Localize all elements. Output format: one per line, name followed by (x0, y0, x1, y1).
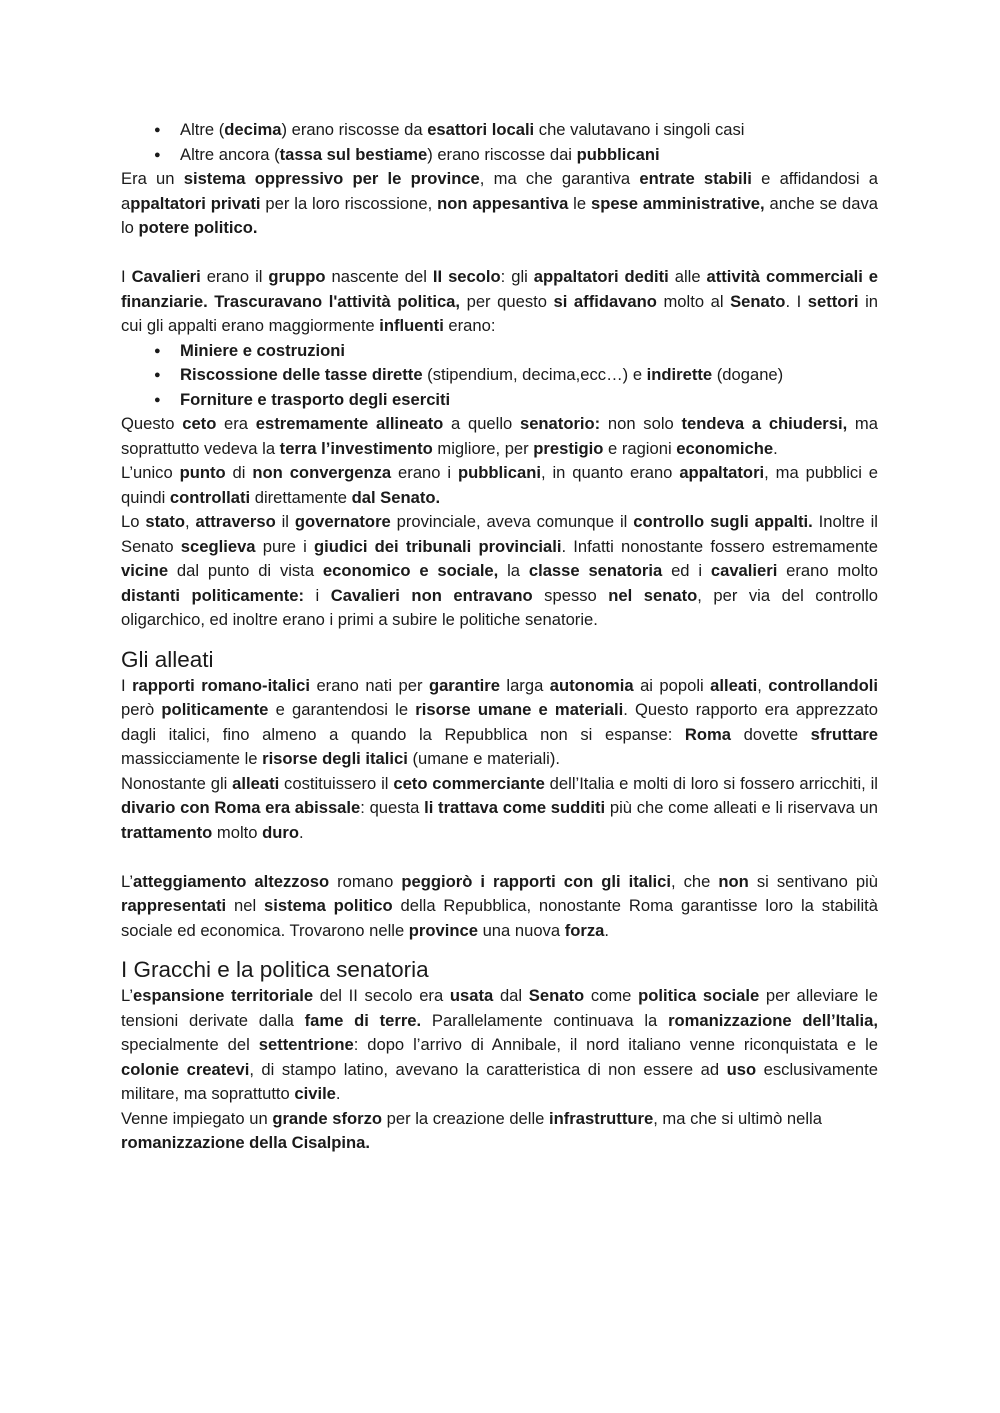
text-run: però (121, 700, 162, 719)
bold-text: Cavalieri non entravano (330, 585, 533, 605)
bold-text: senatorio: (519, 414, 601, 433)
paragraph-3 (121, 412, 878, 461)
bold-text: non (718, 871, 749, 891)
text-run: alle (668, 267, 707, 286)
text-run: si sentivano più (748, 871, 879, 891)
bold-text: prestigio (533, 438, 604, 458)
bold-text: potere politico. (138, 218, 258, 237)
list-item (180, 363, 878, 388)
paragraph-7 (121, 772, 878, 846)
bold-text: cavalieri (710, 561, 778, 580)
text-run: era (216, 414, 256, 433)
text-run: Venne impiegato un (121, 1108, 273, 1128)
bold-text: settentrione (258, 1035, 354, 1054)
paragraph-2 (121, 265, 878, 339)
bold-text: influenti (379, 316, 444, 335)
bold-text: sistema politico (264, 896, 393, 915)
bullet-list-1 (121, 118, 878, 167)
bold-text: attività commerciali e finanziarie. Trascuravano l'attività politica, (121, 267, 878, 311)
text-run: come (584, 986, 639, 1005)
bold-text: governatore (294, 512, 391, 531)
bold-text: rappresentati (121, 896, 227, 915)
text-run: specialmente del (121, 1035, 259, 1054)
text-run: i (304, 585, 331, 605)
list-item (180, 118, 878, 143)
bold-text: Cavalieri (131, 267, 201, 286)
bold-text: alleati (710, 675, 758, 695)
text-run: erano: (443, 316, 496, 335)
text-run: la (498, 561, 529, 580)
bold-text: ppaltatori privati (130, 193, 261, 213)
section-heading-2: I Gracchi e la politica senatoria (121, 957, 429, 982)
bold-text: autonomia (549, 675, 634, 695)
bold-text: forza (564, 920, 605, 940)
text-run: provinciale, aveva comunque il (390, 512, 634, 531)
list-item (180, 388, 878, 413)
bold-text: ceto (182, 414, 217, 433)
bold-text: appaltatori dediti (533, 267, 669, 286)
bold-text: risorse degli italici (262, 749, 408, 768)
text-run: Parallelamente continuava la (421, 1010, 669, 1030)
text-run: I (121, 267, 132, 286)
text-run: , (757, 675, 769, 695)
paragraph-9 (121, 984, 878, 1107)
text-run: direttamente (250, 487, 352, 507)
bold-text: infrastrutture (549, 1108, 654, 1128)
text-run: larga (499, 675, 550, 695)
text-run: . (604, 920, 609, 940)
text-run: romano (329, 871, 402, 891)
bold-text: controllati (169, 487, 251, 507)
text-run: dal punto di vista (168, 561, 323, 580)
document-body (121, 118, 878, 1156)
text-run: . (298, 822, 304, 842)
text-run: . I (785, 291, 808, 311)
bold-text: politicamente (161, 700, 269, 719)
bold-text: controllo sugli appalti. (633, 512, 813, 531)
text-run: (dogane) (712, 365, 784, 384)
text-run: molto al (656, 291, 731, 311)
text-run: non solo (600, 414, 682, 433)
bold-text: Miniere e costruzioni (180, 340, 346, 360)
text-run: Era un (121, 169, 184, 188)
text-run: , per via del controllo oligarchico, ed inoltre erano i primi a subire le politiche senatorie. (121, 585, 878, 629)
text-run: Altre ( (180, 120, 225, 139)
bold-text: stato (145, 512, 185, 531)
text-run: nel (226, 896, 264, 915)
bold-text: settori (807, 291, 859, 311)
bold-text: pubblicani (576, 144, 660, 164)
bold-text: II secolo (432, 267, 501, 286)
text-run: le (568, 193, 591, 213)
bold-text: Riscossione delle tasse dirette (180, 365, 423, 384)
text-run: pure i (255, 536, 314, 556)
text-run: nascente del (325, 267, 433, 286)
list-item (180, 143, 878, 168)
bold-text: punto (179, 463, 226, 482)
bold-text: pubblicani (458, 463, 541, 482)
text-run: che valutavano i singoli casi (534, 120, 745, 139)
bold-text: duro (262, 822, 299, 842)
bold-text: non appesantiva (437, 193, 569, 213)
section-heading-1: Gli alleati (121, 646, 214, 672)
text-run: . Infatti nonostante fossero estremamente (561, 536, 879, 556)
text-run: erano nati per (310, 675, 429, 695)
text-run: L’unico (121, 463, 180, 482)
bold-text: economiche (676, 438, 774, 458)
paragraph-8 (121, 870, 878, 944)
bold-text: usata (449, 986, 494, 1005)
text-run: : gli (500, 267, 534, 286)
bold-text: risorse umane e materiali (415, 700, 624, 719)
bold-text: attraverso (195, 512, 276, 531)
bullet-list-2 (121, 339, 878, 413)
bold-text: Senato (730, 291, 786, 311)
bold-text: giudici dei tribunali provinciali (314, 536, 562, 556)
bold-text: politica sociale (638, 986, 760, 1005)
text-run: massicciamente le (121, 749, 263, 768)
text-run: I (121, 675, 133, 695)
text-run: molto (212, 822, 263, 842)
bold-text: civile (294, 1084, 336, 1103)
text-run: dell’Italia e molti di loro si fossero arricchiti, il (544, 773, 878, 793)
text-run: una nuova (477, 920, 565, 940)
text-run: , ma che si ultimò nella (653, 1108, 822, 1128)
text-run: ) erano riscosse dai (427, 144, 577, 164)
text-run: , ma che garantiva (479, 169, 640, 188)
text-run: Questo (121, 414, 183, 433)
bold-text: classe senatoria (528, 561, 663, 580)
paragraph-10 (121, 1107, 878, 1156)
text-run: Nonostante gli (121, 773, 233, 793)
text-run: erano i (391, 463, 458, 482)
bold-text: si affidavano (553, 291, 657, 311)
bold-text: rapporti romano-italici (132, 675, 310, 695)
bold-text: sistema oppressivo per le province (183, 169, 480, 188)
text-run: : dopo l’arrivo di Annibale, il nord italiano venne riconquistata e le (353, 1035, 878, 1054)
text-run: . (335, 1084, 341, 1103)
bold-text: economico e sociale, (322, 561, 499, 580)
bold-text: sfruttare (810, 724, 878, 744)
list-item (180, 339, 878, 364)
text-run: , che (671, 871, 719, 891)
bold-text: dal Senato. (351, 487, 441, 507)
text-run: esclusivamente militare, ma soprattutto (121, 1059, 879, 1103)
bold-text: tassa sul bestiame (279, 144, 428, 164)
text-run: per alleviare le tensioni derivate dalla (121, 986, 878, 1030)
text-run: più che come alleati e li riservava un (605, 798, 879, 817)
bold-text: appaltatori (679, 463, 765, 482)
bold-text: non convergenza (252, 463, 392, 482)
bold-text: Senato (528, 986, 585, 1005)
text-run: , ma pubblici e quindi (121, 463, 879, 507)
paragraph-gap (121, 241, 878, 266)
text-run: erano il (200, 267, 269, 286)
text-run: costituissero il (279, 773, 394, 793)
bold-text: alleati (232, 773, 280, 793)
text-run: (umane e materiali). (407, 749, 560, 768)
bold-text: nel senato (608, 585, 698, 605)
paragraph-gap (121, 845, 878, 870)
text-run: L’ (121, 871, 133, 891)
text-run: per questo (460, 291, 554, 311)
text-run: ai popoli (633, 675, 711, 695)
bold-text: decima (224, 120, 282, 139)
text-run: in cui gli appalti erano maggiormente (121, 291, 878, 335)
bold-text: fame di terre. (304, 1010, 422, 1030)
bold-text: terra l’investimento (279, 438, 433, 458)
bold-text: estremamente allineato (255, 414, 444, 433)
text-run: il (275, 512, 295, 531)
text-run: dovette (731, 724, 811, 744)
text-run: anche se dava lo (121, 193, 878, 237)
text-run: , (185, 512, 196, 531)
bold-text: divario con Roma era abissale (121, 798, 361, 817)
bold-text: uso (726, 1059, 757, 1079)
bold-text: ceto commerciante (393, 773, 545, 793)
bold-text: esattori locali (427, 120, 535, 139)
bold-text: vicine (121, 561, 169, 580)
text-run: , in quanto erano (540, 463, 680, 482)
bold-text: indirette (646, 365, 713, 384)
text-run: L’ (121, 986, 133, 1005)
text-run: ed i (662, 561, 711, 580)
text-run: spesso (532, 585, 609, 605)
paragraph-1 (121, 167, 878, 241)
text-run: e garantendosi le (268, 700, 416, 719)
text-run: del II secolo era (313, 986, 450, 1005)
text-run: ) erano riscosse da (281, 120, 428, 139)
text-run: della Repubblica, nonostante Roma garantisse loro la stabilità sociale ed economica. Trovarono nelle (121, 896, 878, 940)
text-run: di (225, 463, 253, 482)
bold-text: Forniture e trasporto degli eserciti (180, 389, 451, 409)
bold-text: controllandoli (768, 675, 878, 695)
text-run: a quello (443, 414, 520, 433)
text-run: Inoltre il Senato (121, 512, 878, 556)
bold-text: espansione territoriale (133, 986, 314, 1005)
bold-text: Roma (684, 724, 732, 744)
bold-text: sceglieva (180, 536, 256, 556)
text-run: migliore, per (432, 438, 534, 458)
text-run: per la creazione delle (382, 1108, 549, 1128)
text-run: ma soprattutto vedeva la (121, 414, 878, 458)
text-run: (stipendium, decima,ecc…) e (422, 365, 647, 384)
bold-text: trattamento (121, 822, 213, 842)
text-run: , di stampo latino, avevano la caratteristica di non essere ad (249, 1059, 727, 1079)
bold-text: spese amministrative, (590, 193, 765, 213)
text-run: e ragioni (603, 438, 677, 458)
text-run: dal (493, 986, 529, 1005)
paragraph-6 (121, 674, 878, 772)
bold-text: entrate stabili (639, 169, 752, 188)
bold-text: garantire (428, 675, 500, 695)
bold-text: distanti politicamente: (121, 585, 305, 605)
bold-text: tendeva a chiudersi, (681, 414, 848, 433)
text-run: per la loro riscossione, (260, 193, 438, 213)
bold-text: romanizzazione dell’Italia, (668, 1010, 879, 1030)
text-run: : questa (360, 798, 425, 817)
bold-text: gruppo (268, 267, 326, 286)
bold-text: atteggiamento altezzoso (133, 871, 330, 891)
bold-text: romanizzazione della Cisalpina. (121, 1133, 370, 1152)
text-run: Lo (121, 512, 146, 531)
text-run: . (773, 438, 778, 458)
bold-text: grande sforzo (272, 1108, 383, 1128)
text-run: . Questo rapporto era apprezzato dagli italici, fino almeno a quando la Repubblica non si espanse: (121, 700, 878, 744)
paragraph-5 (121, 510, 878, 633)
text-run: erano molto (777, 561, 878, 580)
text-run: Altre ancora ( (180, 144, 280, 164)
paragraph-4 (121, 461, 878, 510)
bold-text: province (408, 920, 478, 940)
bold-text: colonie createvi (121, 1059, 250, 1079)
text-run: e affidandosi a a (121, 169, 878, 213)
bold-text: li trattava come sudditi (424, 798, 606, 817)
bold-text: peggiorò i rapporti con gli italici (401, 871, 672, 891)
